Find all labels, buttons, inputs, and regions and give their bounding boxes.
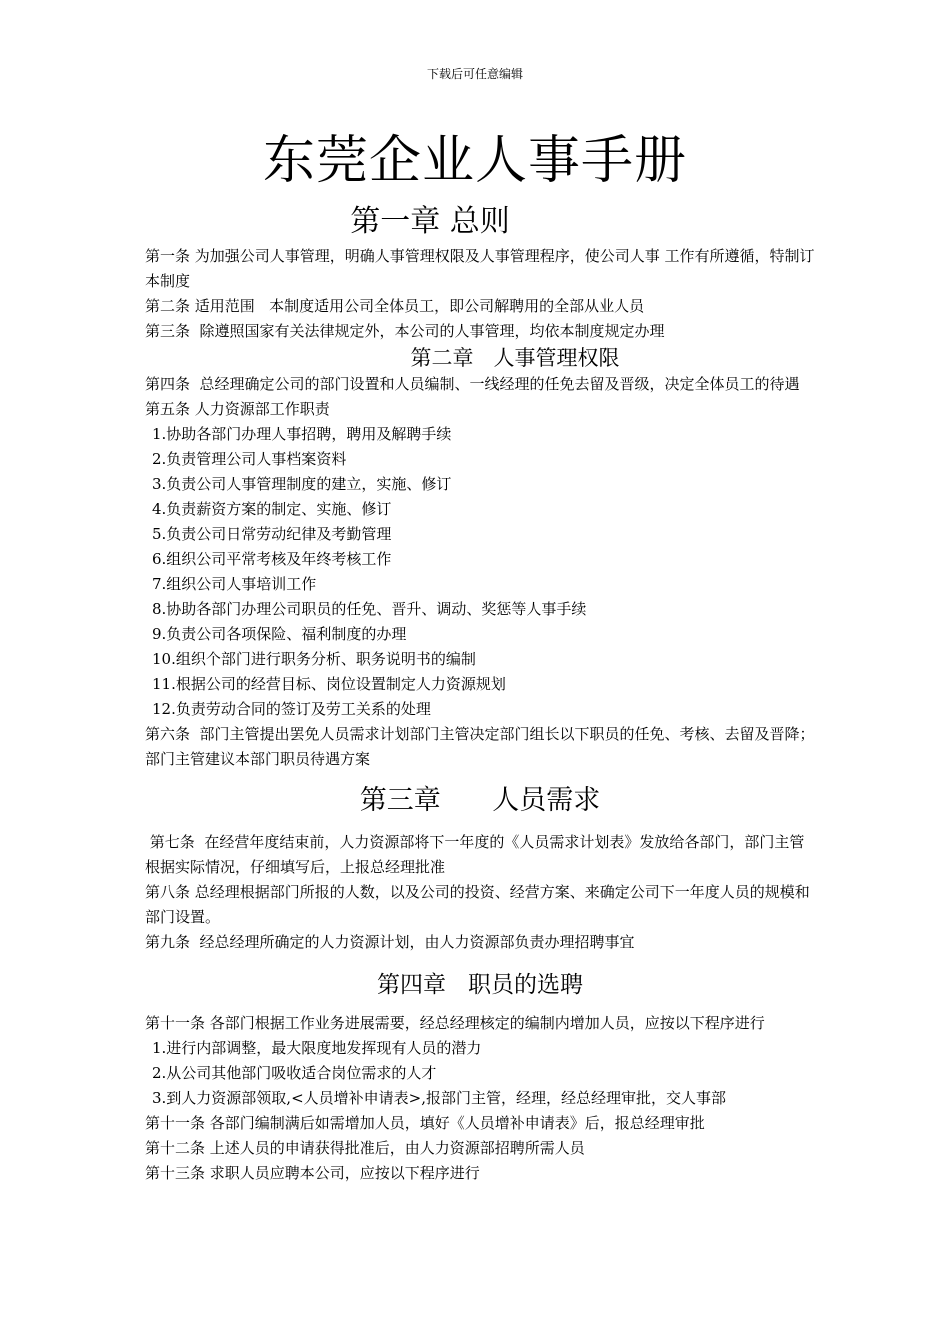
article-13: 第十三条 求职人员应聘本公司，应按以下程序进行: [145, 1164, 480, 1182]
chapter-1-heading: 第一章 总则: [350, 204, 510, 239]
article-9: 第九条 经总经理所确定的人力资源计划，由人力资源部负责办理招聘事宜: [145, 933, 635, 951]
document-body: [145, 200, 815, 1186]
list-item: 2.从公司其他部门吸收适合岗位需求的人才: [152, 1064, 437, 1082]
article-1: 第一条 为加强公司人事管理，明确人事管理权限及人事管理程序，使公司人事 工作有所遵循，特制订本制度: [145, 247, 815, 290]
article-11b: 第十一条 各部门编制满后如需增加人员，填好《人员增补申请表》后，报总经理审批: [145, 1114, 705, 1132]
list-item: 7.组织公司人事培训工作: [152, 575, 317, 593]
article-11: 第十一条 各部门根据工作业务进展需要，经总经理核定的编制内增加人员，应按以下程序进行: [145, 1014, 765, 1032]
article-4: 第四条 总经理确定公司的部门设置和人员编制、一线经理的任免去留及晋级，决定全体员工的待遇: [145, 375, 800, 393]
article-7: 第七条 在经营年度结束前，人力资源部将下一年度的《人员需求计划表》发放给各部门，部门主管根据实际情况，仔细填写后，上报总经理批准: [145, 833, 805, 876]
list-item: 10.组织个部门进行职务分析、职务说明书的编制: [152, 650, 476, 668]
list-item: 5.负责公司日常劳动纪律及考勤管理: [152, 525, 392, 543]
list-item: 12.负责劳动合同的签订及劳工关系的处理: [152, 700, 431, 718]
list-item: 8.协助各部门办理公司职员的任免、晋升、调动、奖惩等人事手续: [152, 600, 587, 618]
article-3: 第三条 除遵照国家有关法律规定外，本公司的人事管理，均依本制度规定办理: [145, 322, 665, 340]
list-item: 3.到人力资源部领取,<人员增补申请表>,报部门主管，经理，经总经理审批，交人事部: [152, 1089, 726, 1107]
list-item: 6.组织公司平常考核及年终考核工作: [152, 550, 392, 568]
header-note: 下载后可任意编辑: [426, 67, 523, 81]
article-2: 第二条 适用范围 本制度适用公司全体员工，即公司解聘用的全部从业人员: [145, 297, 645, 315]
list-item: 4.负责薪资方案的制定、实施、修订: [152, 500, 392, 518]
chapter-3-heading: 第三章 人员需求: [359, 785, 601, 816]
list-item: 9.负责公司各项保险、福利制度的办理: [152, 625, 407, 643]
list-item: 3.负责公司人事管理制度的建立，实施、修订: [152, 475, 452, 493]
list-item: 11.根据公司的经营目标、岗位设置制定人力资源规划: [152, 675, 506, 693]
article-5: 第五条 人力资源部工作职责: [145, 400, 330, 418]
document-title: 东莞企业人事手册: [262, 131, 687, 191]
list-item: 1.协助各部门办理人事招聘，聘用及解聘手续: [152, 425, 452, 443]
chapter-2-heading: 第二章 人事管理权限: [410, 346, 620, 370]
list-item: 2.负责管理公司人事档案资料: [152, 450, 347, 468]
article-8: 第八条 总经理根据部门所报的人数，以及公司的投资、经营方案、来确定公司下一年度人员的规模和部门设置。: [145, 883, 810, 926]
chapter-4-heading: 第四章 职员的选聘: [377, 972, 583, 998]
article-12: 第十二条 上述人员的申请获得批准后，由人力资源部招聘所需人员: [145, 1139, 585, 1157]
article-6: 第六条 部门主管提出罢免人员需求计划部门主管决定部门组长以下职员的任免、考核、去留及晋降；部门主管建议本部门职员待遇方案: [145, 725, 815, 768]
list-item: 1.进行内部调整，最大限度地发挥现有人员的潜力: [152, 1039, 482, 1057]
